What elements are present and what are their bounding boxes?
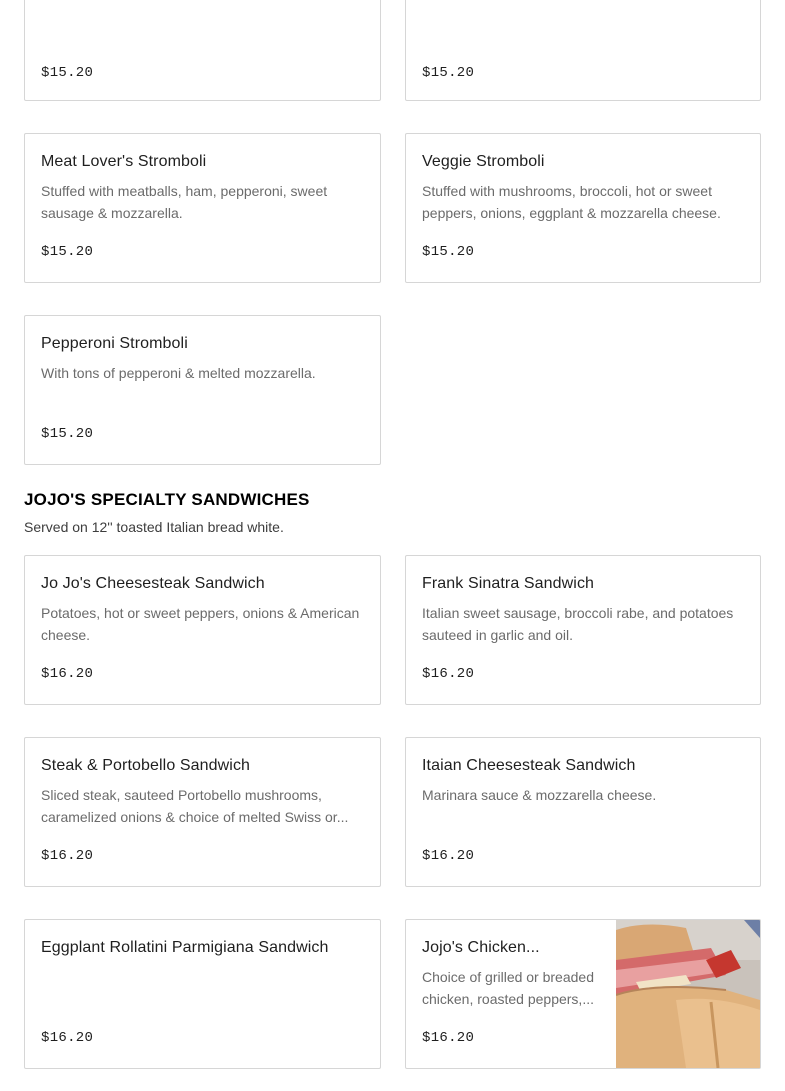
menu-item-price: $16.20 (422, 848, 475, 864)
menu-item-card-veggie-stromboli[interactable] (405, 133, 761, 283)
menu-item-name: Frank Sinatra Sandwich (422, 575, 595, 592)
menu-item-price: $15.20 (422, 244, 475, 260)
menu-item-description: Choice of grilled or breaded chicken, roasted peppers,... (422, 969, 594, 1007)
menu-item-price: $16.20 (41, 848, 94, 864)
section-subtitle: Served on 12'' toasted Italian bread white. (24, 519, 284, 535)
menu-item-description: Italian sweet sausage, broccoli rabe, and potatoes sauteed in garlic and oil. (422, 605, 734, 643)
menu-item-name: Veggie Stromboli (422, 153, 545, 170)
menu-item-price: $16.20 (422, 1030, 475, 1046)
menu-item-description: Stuffed with meatballs, ham, pepperoni, sweet sausage & mozzarella. (41, 183, 328, 221)
menu-item-price: $16.20 (422, 666, 475, 682)
menu-item-card-pepperoni-stromboli[interactable] (24, 315, 381, 465)
menu-item-price: $16.20 (41, 1030, 94, 1046)
menu-item-card-frank-sinatra[interactable] (405, 555, 761, 705)
menu-item-description: Potatoes, hot or sweet peppers, onions & American cheese. (41, 605, 360, 643)
menu-item-name: Jojo's Chicken... (422, 939, 540, 956)
menu-item-description: Stuffed with mushrooms, broccoli, hot or sweet peppers, onions, eggplant & mozzarella cheese. (422, 183, 721, 221)
menu-item-name: Jo Jo's Cheesesteak Sandwich (41, 575, 265, 592)
menu-item-price: $15.20 (422, 65, 475, 81)
menu-item-price: $16.20 (41, 666, 94, 682)
menu-item-name: Itaian Cheesesteak Sandwich (422, 757, 636, 774)
menu-item-card[interactable] (24, 0, 381, 101)
menu-item-price: $15.20 (41, 65, 94, 81)
menu-item-card-italian-cheesesteak[interactable] (405, 737, 761, 887)
menu-item-name: Steak & Portobello Sandwich (41, 757, 251, 774)
menu-item-name: Eggplant Rollatini Parmigiana Sandwich (41, 939, 329, 956)
menu-item-price: $15.20 (41, 244, 94, 260)
menu-item-price: $15.20 (41, 426, 94, 442)
menu-item-photo (616, 920, 760, 1068)
menu-item-name: Meat Lover's Stromboli (41, 153, 207, 170)
menu-item-card-jojos-chicken[interactable] (405, 919, 761, 1069)
menu-item-description: With tons of pepperoni & melted mozzarella. (41, 365, 316, 381)
menu-item-card[interactable] (405, 0, 761, 101)
menu-item-name: Pepperoni Stromboli (41, 335, 188, 352)
menu-item-card-eggplant-rollatini[interactable] (24, 919, 381, 1069)
menu-item-card-meat-lovers-stromboli[interactable] (24, 133, 381, 283)
menu-item-description: Marinara sauce & mozzarella cheese. (422, 787, 657, 803)
menu-item-card-jojos-cheesesteak[interactable] (24, 555, 381, 705)
menu-item-card-steak-portobello[interactable] (24, 737, 381, 887)
sandwich-photo-image (616, 920, 760, 1068)
section-title: JOJO'S SPECIALTY SANDWICHES (24, 490, 310, 509)
menu-item-description: Sliced steak, sauteed Portobello mushrooms, caramelized onions & choice of melted Swiss or... (41, 787, 349, 825)
